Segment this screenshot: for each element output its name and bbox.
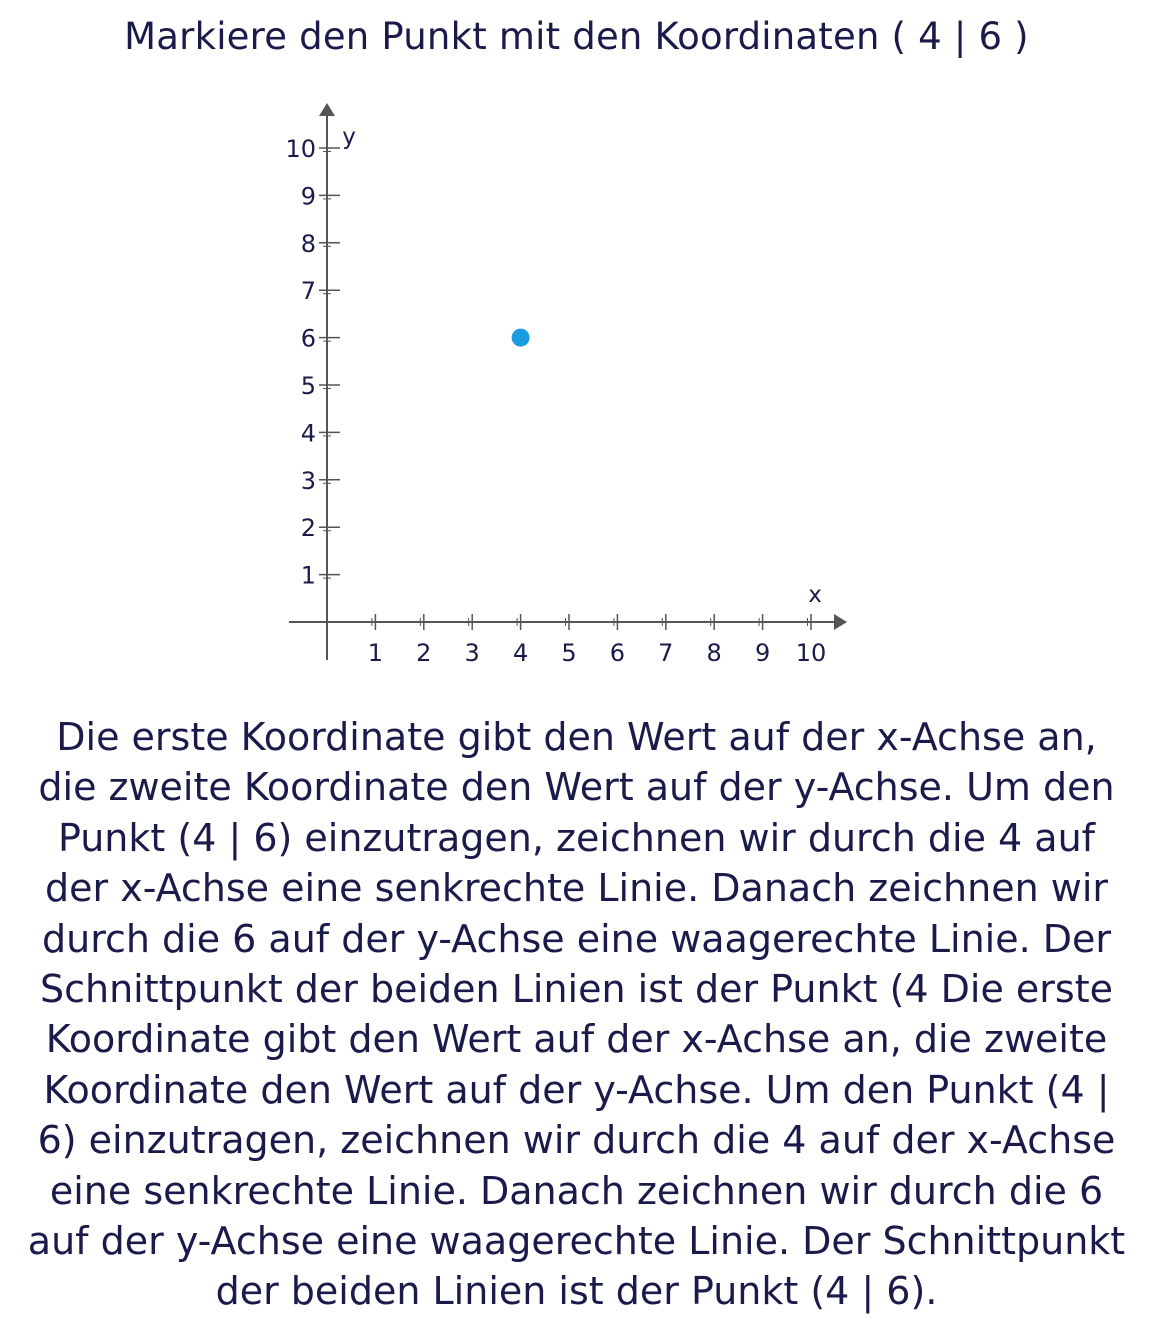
x-tick-label: 1 (367, 639, 384, 667)
x-tick-label: 2 (416, 639, 432, 667)
y-tick-label: 3 (300, 466, 316, 495)
x-tick-label: 10 (795, 639, 827, 667)
x-axis-arrow (834, 614, 847, 630)
y-tick-label: 6 (300, 324, 316, 353)
x-tick-label: 9 (754, 639, 771, 667)
explanation-text: Die erste Koordinate gibt den Wert auf der x-Achse an, die zweite Koordinate den Wert auf der y-Achse. Um den Punkt (4 | 6) einzutragen, zeichnen wir durch die 4 auf der x-Achse eine senkrechte Linie. Danach zeichnen wir durch die 6 auf der y-Achse eine waagerechte Linie. Der Schnittpunkt der beiden Linien ist der Punkt (4 Die erste Koordinate gibt den Wert auf der x-Achse an, die zweite Koordinate den Wert auf der y-Achse. Um den Punkt (4 | 6) einzutragen, zeichnen wir durch die 4 auf der x-Achse eine senkrechte Linie. Danach zeichnen wir durch die 6 auf der y-Achse eine waagerechte Linie. Der Schnittpunkt der beiden Linien ist der Punkt (4 | 6). (27, 715, 1126, 1314)
y-tick-label: 1 (300, 561, 316, 590)
y-tick-label: 2 (300, 514, 316, 543)
x-tick-label: 5 (561, 639, 577, 667)
y-tick-label: 4 (300, 419, 316, 448)
x-tick-label: 8 (706, 639, 722, 667)
data-point[interactable] (512, 329, 530, 347)
x-tick-label: 6 (609, 639, 626, 667)
question-title: Markiere den Punkt mit den Koordinaten ( 4 | 6 ) (124, 15, 1029, 58)
y-tick-label: 10 (285, 135, 316, 163)
data-points (512, 329, 530, 347)
x-axis-label: x (808, 582, 822, 608)
y-axis-ticks (285, 135, 340, 590)
y-tick-label: 9 (300, 182, 316, 211)
y-axis-label: y (342, 124, 356, 150)
x-tick-label: 3 (464, 639, 480, 667)
axes (289, 103, 847, 660)
y-tick-label: 8 (300, 229, 316, 258)
x-tick-label: 7 (658, 639, 674, 667)
x-tick-label: 4 (512, 639, 529, 667)
y-axis-arrow (319, 103, 335, 116)
y-tick-label: 7 (300, 277, 316, 306)
y-tick-label: 5 (300, 372, 316, 400)
